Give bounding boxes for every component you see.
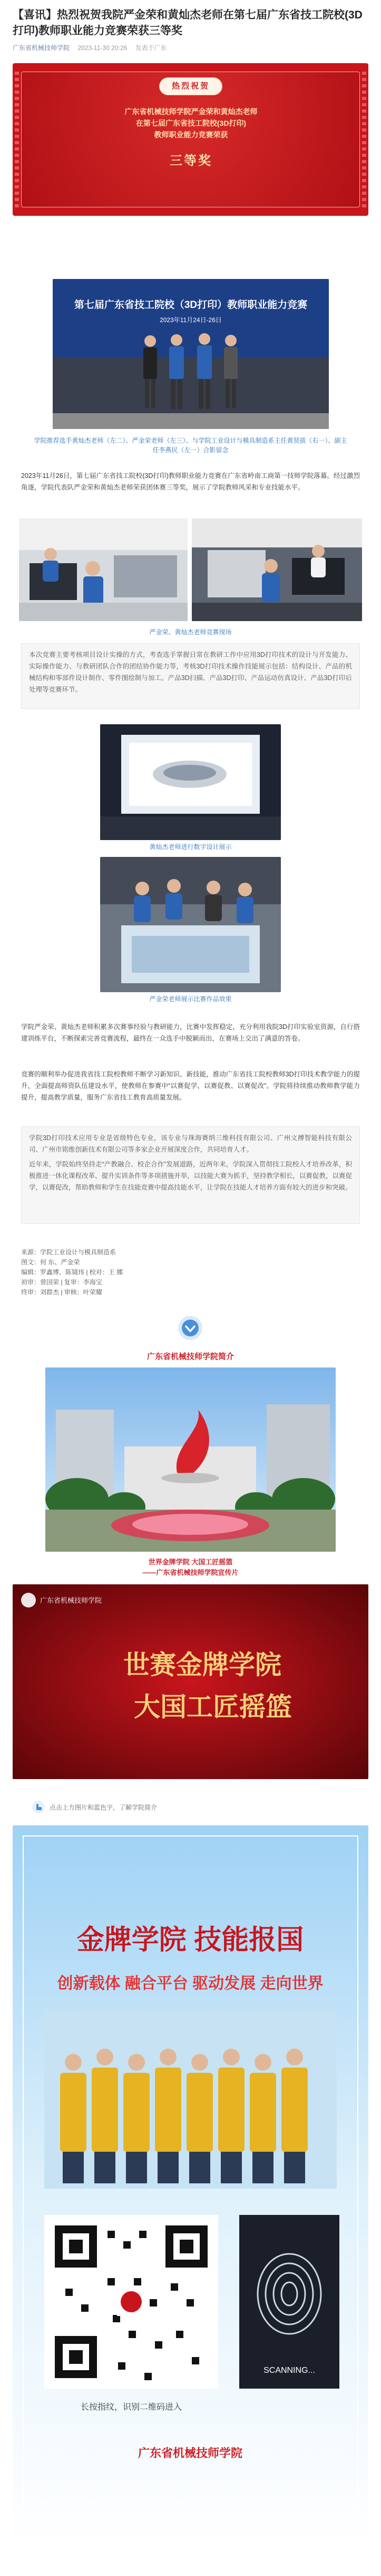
congrats-banner: [13, 63, 368, 216]
pointer-hand-icon: [32, 1800, 45, 1814]
product-showcase-photo-graphic: [100, 857, 281, 992]
competition-photo-left-graphic: [19, 518, 188, 621]
poster-slogan: 创新载体 融合平台 驱动发展 走向世界: [57, 1975, 324, 1992]
competition-photo-left[interactable]: [19, 518, 188, 621]
qr-hint: 长按指纹，识别二维码进入: [80, 2403, 182, 2412]
calligraphy-line-1: 世赛金牌学院: [123, 1650, 281, 1680]
down-arrow-icon: [177, 1315, 203, 1341]
group-photo[interactable]: [53, 279, 329, 429]
banner-text: [43, 106, 339, 141]
promo-caption: [0, 1557, 381, 1578]
follow-tip-text: 点击上方图片和蓝色字，了解学院简介: [50, 1804, 158, 1811]
publish-location: 发表于广东: [135, 44, 167, 52]
competition-photo-right[interactable]: [192, 518, 362, 621]
publish-datetime: 2023-11-30 20:26: [77, 44, 128, 52]
banner-line-3: 教师职业能力竞赛荣获: [154, 131, 228, 139]
qr-code-icon: [44, 2215, 218, 2389]
banner-line-1: 广东省机械技师学院严金荣和黄灿杰老师: [124, 107, 258, 116]
banner-left-border: [15, 72, 19, 207]
banner-line-2: 在第七届广东省技工院校(3D打印): [135, 119, 247, 127]
competition-description: 本次竞赛主要考核项目设计实操的方式，考查选手掌握日常在教研工作中应用3D打印技术的设计与开发能力、实际操作能力、与教研团队合作的团结协作能力等，考核3D打印技术操作技能展示包括：结构设计、产品的机械结构和零部件设计制作、零件图绘制与加工。产品3D扫描、产品3D打印、产品运动仿真设计、产品3D打印后处理等竞赛环节。: [29, 651, 352, 693]
credit-final-review: 终审：刘群杰 | 审核：叶荣耀: [21, 1289, 102, 1296]
fingerprint-icon: [239, 2215, 339, 2389]
design-demo-caption: 黄灿杰老师进行数字设计展示: [149, 843, 232, 851]
banner-inner: [21, 72, 360, 207]
group-photo-graphic: [53, 279, 329, 429]
backdrop-title: 第七届广东省技工院校（3D打印）教师职业能力竞赛: [74, 299, 308, 311]
competition-photo-right-graphic: [192, 518, 362, 621]
award-level: 三等奖: [170, 154, 212, 168]
school-poster: [13, 1825, 368, 2549]
credit-source: 来源：学院工业设计与模具制造系: [21, 1249, 116, 1256]
product-showcase-photo[interactable]: [100, 857, 281, 992]
group-photo-caption: 学院推荐选手黄灿杰老师（左二）、严金荣老师（左三）、与学院工业设计与模具制造系主任黄贤拔（右一）、副主任李燕民（左一）合影留念: [34, 437, 347, 454]
paragraph-4: 学院3D打印技术应用专业是省级特色专业，该专业与珠海赛纳三维科技有限公司、广州文搏智能科技有限公司、广州市铭维创新技术有限公司等多家企业开展深度合作，共同培育人才。: [29, 1134, 352, 1153]
video-logo-text: 广东省机械技师学院: [40, 1596, 102, 1604]
school-intro-title[interactable]: 广东省机械技师学院简介: [146, 1352, 234, 1361]
school-logo-icon: [21, 1593, 36, 1607]
calligraphy-line-2: 大国工匠摇篮: [134, 1692, 292, 1722]
promo-caption-1: 世界金牌学院 大国工匠摇篮: [148, 1558, 233, 1566]
competition-description-box: [21, 643, 360, 709]
poster-school-name: 广东省机械技师学院: [138, 2447, 243, 2460]
intro-paragraph: 2023年11月26日，第七届广东省技工院校(3D打印)教师职业能力竞赛在广东省岭南工商第一技师学院落幕。经过激烈角逐，学院代表队严金荣和黄灿杰老师荣获团体赛三等奖，展示了学院教师风采和专业技能水平。: [21, 472, 360, 491]
design-demo-photo[interactable]: [100, 724, 281, 840]
paragraph-2: 学院严金荣、黄灿杰老师积累多次赛事经验与教研能力，比赛中发挥稳定，充分利用我院3D打印实验室资源，自行搭建训练平台，不断探索完善竞赛流程，最终在一众选手中脱颖而出，在赛场上交出了满意的答卷。: [21, 1023, 360, 1042]
credit-first-review: 初审：曾国荣 | 复审：李海宝: [21, 1279, 102, 1286]
product-showcase-caption: 严金荣老师展示比赛作品效果: [149, 995, 232, 1003]
specialty-box: [21, 1126, 360, 1224]
competition-photo-caption: 严金荣、黄灿杰老师竞赛现场: [149, 628, 232, 636]
promo-video-graphic: [13, 1584, 368, 1779]
backdrop-date: 2023年11月24日-26日: [160, 316, 222, 324]
credits: [21, 1247, 360, 1297]
campus-photo-graphic: [45, 1367, 336, 1552]
account-name[interactable]: 广东省机械技师学院: [13, 44, 70, 52]
follow-tip: [32, 1800, 349, 1816]
article-title: 【喜讯】热烈祝贺我院严金荣和黄灿杰老师在第七届广东省技工院校(3D打印)教师职业能力竞赛荣获三等奖: [13, 9, 363, 37]
banner-right-border: [362, 72, 366, 207]
design-demo-photo-graphic: [100, 724, 281, 840]
article-meta: [13, 43, 173, 52]
promo-caption-2: ——广东省机械技师学院宣传片: [142, 1569, 239, 1576]
paragraph-5: 近年来，学院始终坚持走“产教融合、校企合作”发展道路，近两年来，学院深入贯彻技工院校人才培养改革，积极推进一体化课程改革、提升实训条件等多项措施并举，以技能大赛为抓手，坚持教学相长，以赛促教，以赛促学，以赛促改，帮助教师和学生在技能竞赛中提高技能水平，让学院在技能人才培养方面有较大的进步和突破。: [29, 1161, 352, 1191]
campus-photo[interactable]: [45, 1367, 336, 1552]
credit-text: 图文：何 东、严金荣: [21, 1259, 80, 1266]
poster-title: 金牌学院 技能报国: [76, 1925, 304, 1955]
scanning-text: SCANNING...: [263, 2366, 315, 2375]
congrats-pill: 热烈祝贺: [159, 77, 222, 95]
school-poster-graphic: [13, 1825, 368, 2549]
paragraph-3: 竞赛的顺利举办促进我省技工院校教师不断学习新知识、新技能，推动广东省技工院校教师3D打印技术教学能力的提升，全面提高师资队伍建设水平，使教师在参赛中“以赛促学、以赛促教、以赛促改”。学院将持续推动教师教学能力提升，提高教学质量，服务广东省技工教育高质量发展。: [21, 1071, 360, 1101]
credit-edit: 编辑：罗鑫博、陈镜玮 | 校对：王 娜: [21, 1269, 123, 1276]
promo-video-cover[interactable]: [13, 1584, 368, 1779]
